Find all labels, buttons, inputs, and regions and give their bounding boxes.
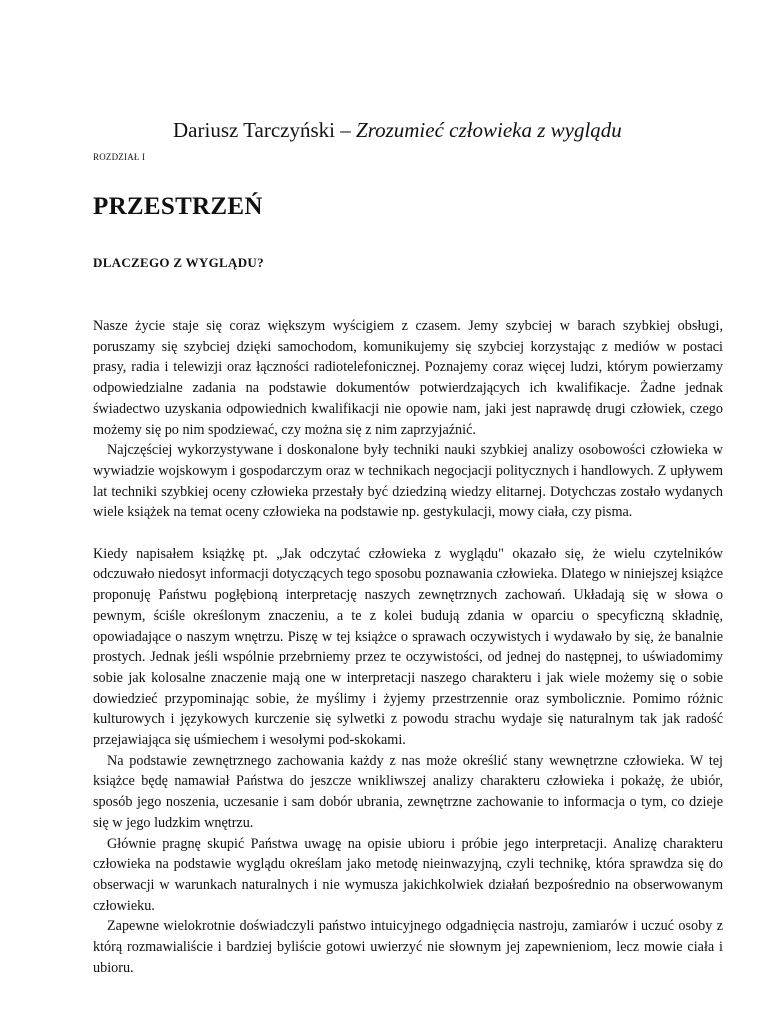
title-separator: –: [335, 118, 357, 142]
section-title: DLACZEGO Z WYGLĄDU?: [93, 255, 264, 270]
paragraph: Głównie pragnę skupić Państwa uwagę na opisie ubioru i próbie jego interpretacji. Analizę charakteru człowieka na podstawie wyglądu określam jako metodę nieinwazyjną, czyli technikę, która sprawdza się do obserwacji w warunkach naturalnych i nie wymusza jakichkolwiek działań bezpośrednio na obserwowanym człowieku.: [93, 835, 723, 914]
document-header-title: [173, 116, 622, 144]
paragraph: Zapewne wielokrotnie doświadczyli państwo intuicyjnego odgadnięcia nastroju, zamiarów i uczuć osoby z którą rozmawialiście i bardziej byliście gotowi uwierzyć nie słownym jej zapewnieniom, lecz mowie ciała i ubioru.: [93, 918, 723, 976]
book-title: Zrozumieć człowieka z wyglądu: [356, 118, 622, 142]
paragraph: Na podstawie zewnętrznego zachowania każdy z nas może określić stany wewnętrzne człowieka. W tej książce będę namawiał Państwa do jeszcze wnikliwszej analizy charakteru człowieka i pokażę, że ubiór, sposób jego noszenia, uczesanie i sam dobór ubrania, zewnętrzne zachowanie to informacja o tym, co dzieje się w jego ludzkim wnętrzu.: [93, 752, 723, 831]
chapter-title: PRZESTRZEŃ: [93, 193, 263, 220]
paragraph: Kiedy napisałem książkę pt. „Jak odczytać człowieka z wyglądu" okazało się, że wielu czytelników odczuwało niedosyt informacji dotyczących tego sposobu poznawania człowieka. Dlatego w niniejszej książce proponuję Państwu pogłębioną interpretację naszych zewnętrznych zachowań. Układają się w słowa o pewnym, ściśle określonym znaczeniu, a te z kolei budują zdania w oparciu o specyficzną składnię, opowiadające o naszym wnętrzu. Piszę w tej książce o sprawach oczywistych i wydawało by się, że banalnie prostych. Jednak jeśli wspólnie przebrniemy przez te oczywistości, od jednej do następnej, to uświadomimy sobie jak kolosalne znaczenie mają one w interpretacji naszego charakteru i jak wiele możemy się o sobie dowiedzieć przypominając sobie, że myślimy i żyjemy przestrzennie oraz symbolicznie. Pomimo różnic kulturowych i językowych kurczenie się sylwetki z powodu strachu wydaje się naturalnym tak jak radość przejawiająca się uśmiechem i wesołymi pod-skokami.: [93, 545, 723, 749]
paragraph: Najczęściej wykorzystywane i doskonalone były techniki nauki szybkiej analizy osobowości człowieka w wywiadzie wojskowym i gospodarczym oraz w technikach negocjacji politycznych i handlowych. Z upływem lat techniki szybkiej oceny człowieka przestały być dziedziną wiedzy elitarnej. Dotychczas zostało wydanych wiele książek na temat oceny człowieka na podstawie np. gestykulacji, mowy ciała, czy pisma.: [93, 442, 723, 521]
chapter-label: ROZDZIAŁ I: [93, 152, 146, 162]
body-text: [93, 316, 723, 978]
paragraph: Nasze życie staje się coraz większym wyścigiem z czasem. Jemy szybciej w barach szybkiej obsługi, poruszamy się szybciej dzięki samochodom, komunikujemy się szybciej korzystając z mediów w postaci prasy, radia i telewizji oraz łączności radiotelefonicznej. Poznajemy coraz więcej ludzi, którym powierzamy odpowiedzialne zadania na podstawie dokumentów potwierdzających ich kwalifikacje. Żadne jednak świadectwo uzyskania odpowiednich kwalifikacji nie opowie nam, jaki jest naprawdę drugi człowiek, czego możemy się po nim spodziewać, czy można się z nim zaprzyjaźnić.: [93, 318, 723, 438]
author-name: Dariusz Tarczyński: [173, 118, 336, 142]
